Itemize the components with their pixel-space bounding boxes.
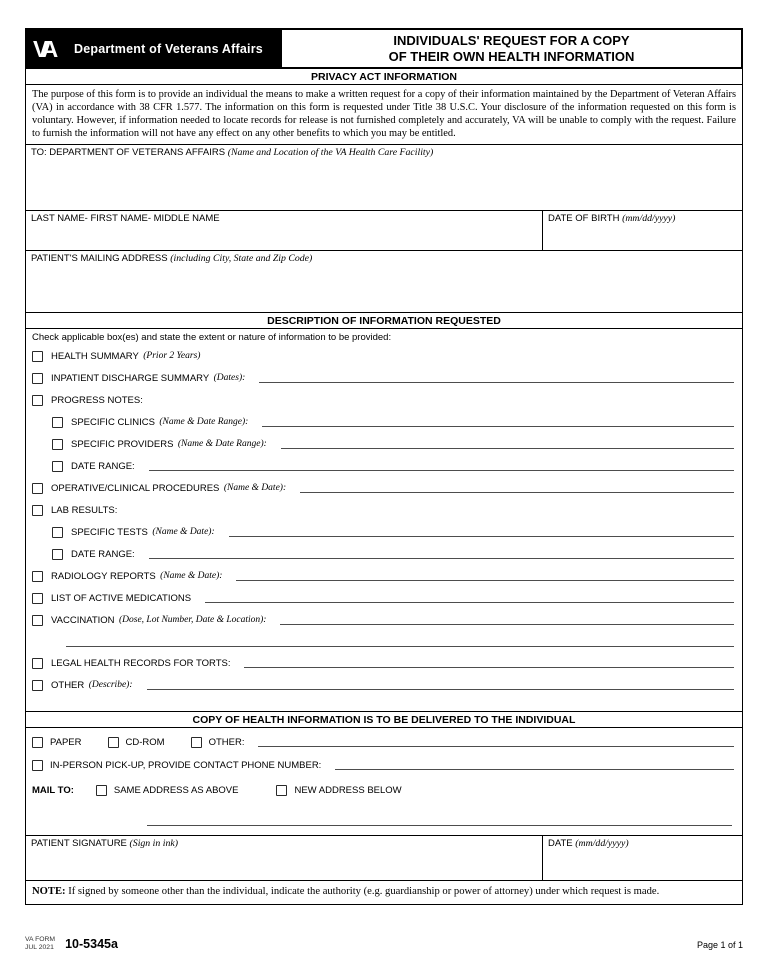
paper-label: PAPER bbox=[50, 737, 82, 748]
checkbox-legal-health-records-torts[interactable] bbox=[32, 658, 43, 669]
item-hint: (Name & Date): bbox=[160, 571, 223, 581]
form-10-5345a bbox=[25, 28, 743, 905]
cdrom-option bbox=[108, 737, 165, 748]
checklist-row bbox=[32, 587, 736, 609]
progress-date-range-line[interactable] bbox=[149, 458, 734, 471]
new-address-option bbox=[276, 785, 401, 796]
checkbox-specific-clinics[interactable] bbox=[52, 417, 63, 428]
checklist-row bbox=[32, 565, 736, 587]
other-continuation-row bbox=[32, 696, 736, 710]
item-hint: (Name & Date): bbox=[223, 483, 287, 493]
va-logo-icon bbox=[33, 37, 67, 61]
signature-date-field[interactable] bbox=[542, 836, 742, 880]
mailing-address-field[interactable] bbox=[26, 251, 742, 313]
item-label: INPATIENT DISCHARGE SUMMARY bbox=[51, 372, 210, 384]
patient-signature-label: PATIENT SIGNATURE bbox=[31, 838, 127, 849]
checkbox-paper[interactable] bbox=[32, 737, 43, 748]
item-label: RADIOLOGY REPORTS bbox=[51, 570, 156, 582]
form-title bbox=[281, 29, 742, 68]
item-label: PROGRESS NOTES: bbox=[51, 394, 143, 406]
item-hint: (Name & Date Range): bbox=[159, 417, 249, 427]
patient-name-field[interactable] bbox=[26, 211, 542, 250]
item-hint: (Dose, Lot Number, Date & Location): bbox=[118, 615, 267, 625]
item-label: LIST OF ACTIVE MEDICATIONS bbox=[51, 592, 192, 604]
item-hint: (Name & Date Range): bbox=[177, 439, 267, 449]
checkbox-specific-providers[interactable] bbox=[52, 439, 63, 450]
date-of-birth-field[interactable] bbox=[542, 211, 742, 250]
other-format-line[interactable] bbox=[258, 734, 734, 747]
vaccination-line[interactable] bbox=[280, 612, 734, 625]
checkbox-operative-clinical-procedures[interactable] bbox=[32, 483, 43, 494]
name-dob-row bbox=[26, 211, 742, 251]
to-facility-hint: (Name and Location of the VA Health Care Facility) bbox=[227, 147, 434, 158]
item-label: SPECIFIC CLINICS bbox=[71, 416, 155, 428]
checkbox-active-medications[interactable] bbox=[32, 593, 43, 604]
checklist-instruction: Check applicable box(es) and state the extent or nature of information to be provided: bbox=[32, 332, 392, 343]
other-describe-line[interactable] bbox=[147, 677, 735, 690]
vaccination-continuation-line[interactable] bbox=[66, 634, 734, 647]
item-label: LEGAL HEALTH RECORDS FOR TORTS: bbox=[51, 657, 231, 669]
in-person-label: IN-PERSON PICK-UP, PROVIDE CONTACT PHONE NUMBER: bbox=[50, 760, 322, 771]
patient-signature-hint: (Sign in ink) bbox=[129, 838, 178, 849]
item-label: HEALTH SUMMARY bbox=[51, 350, 139, 362]
checkbox-same-address[interactable] bbox=[96, 785, 107, 796]
authority-note bbox=[26, 881, 742, 904]
item-label: SPECIFIC TESTS bbox=[71, 526, 148, 538]
form-title-line2: OF THEIR OWN HEALTH INFORMATION bbox=[388, 48, 635, 64]
checkbox-other-format[interactable] bbox=[191, 737, 202, 748]
checkbox-inpatient-discharge-summary[interactable] bbox=[32, 373, 43, 384]
checkbox-radiology-reports[interactable] bbox=[32, 571, 43, 582]
radiology-reports-line[interactable] bbox=[236, 568, 734, 581]
item-hint: (Name & Date): bbox=[152, 527, 215, 537]
information-checklist bbox=[26, 344, 742, 712]
form-number: 10-5345a bbox=[65, 937, 118, 951]
legal-health-records-line[interactable] bbox=[244, 655, 734, 668]
checklist-row bbox=[32, 477, 736, 499]
note-label: NOTE: bbox=[32, 886, 66, 897]
vaccination-continuation-row bbox=[32, 631, 736, 645]
delivery-format-row bbox=[32, 731, 736, 754]
item-label: DATE RANGE: bbox=[71, 460, 135, 472]
item-label: LAB RESULTS: bbox=[51, 504, 118, 516]
checklist-row bbox=[32, 389, 736, 411]
to-facility-label: TO: DEPARTMENT OF VETERANS AFFAIRS bbox=[31, 147, 226, 158]
new-address-line[interactable] bbox=[147, 825, 732, 826]
checklist-row bbox=[32, 521, 736, 543]
date-of-birth-hint: (mm/dd/yyyy) bbox=[622, 213, 676, 224]
privacy-act-heading: PRIVACY ACT INFORMATION bbox=[26, 69, 742, 85]
checkbox-cd-rom[interactable] bbox=[108, 737, 119, 748]
checkbox-lab-date-range[interactable] bbox=[52, 549, 63, 560]
checklist-row bbox=[32, 433, 736, 455]
active-medications-line[interactable] bbox=[205, 590, 734, 603]
mail-to-row bbox=[32, 780, 736, 801]
checkbox-progress-date-range[interactable] bbox=[52, 461, 63, 472]
checklist-row bbox=[32, 499, 736, 521]
inpatient-discharge-dates-line[interactable] bbox=[259, 370, 734, 383]
page-number: Page 1 of 1 bbox=[696, 940, 743, 950]
other-format-label: OTHER: bbox=[208, 737, 245, 748]
checklist-row bbox=[32, 543, 736, 565]
form-id-block bbox=[25, 936, 55, 952]
item-label: OPERATIVE/CLINICAL PROCEDURES bbox=[51, 482, 220, 494]
in-person-row bbox=[32, 754, 736, 777]
lab-date-range-line[interactable] bbox=[149, 546, 734, 559]
operative-procedures-line[interactable] bbox=[300, 480, 734, 493]
to-facility-field[interactable] bbox=[26, 145, 742, 211]
specific-tests-line[interactable] bbox=[229, 524, 734, 537]
mail-to-label: MAIL TO: bbox=[32, 785, 74, 796]
same-address-option bbox=[96, 785, 239, 796]
item-label: SPECIFIC PROVIDERS bbox=[71, 438, 174, 450]
mailing-address-hint: (including City, State and Zip Code) bbox=[170, 253, 313, 264]
checkbox-lab-results[interactable] bbox=[32, 505, 43, 516]
form-footer bbox=[25, 936, 743, 952]
agency-name: Department of Veterans Affairs bbox=[74, 41, 263, 56]
checklist-row bbox=[32, 674, 736, 696]
delivery-options bbox=[26, 728, 742, 836]
same-address-label: SAME ADDRESS AS ABOVE bbox=[113, 785, 239, 796]
checkbox-specific-tests[interactable] bbox=[52, 527, 63, 538]
other-format-option bbox=[191, 737, 245, 748]
item-label: VACCINATION bbox=[51, 614, 115, 626]
patient-name-label: LAST NAME- FIRST NAME- MIDDLE NAME bbox=[31, 213, 220, 224]
privacy-act-text: The purpose of this form is to provide an individual the means to make a written request for a copy of their information maintained by the Department of Veteran Affairs (VA) in accordance with 38 CFR 1.577. The information on this form is requested under Title 38 U.S.C. Your disclosure of the information requested on this form is voluntary. However, if information needed to locate records for release is not furnished completely and accurately, VA will be unable to comply with the request. Failure to furnish the information will not have any effect on any other benefits to which you may be entitled. bbox=[26, 85, 742, 145]
form-header bbox=[26, 29, 742, 69]
va-form-label: VA FORM bbox=[25, 936, 56, 943]
va-logo-box bbox=[26, 29, 281, 68]
item-hint: (Describe): bbox=[88, 680, 133, 690]
signature-row bbox=[26, 836, 742, 881]
delivery-section-heading: COPY OF HEALTH INFORMATION IS TO BE DELIVERED TO THE INDIVIDUAL bbox=[26, 711, 742, 728]
item-label: DATE RANGE: bbox=[71, 548, 135, 560]
contact-phone-line[interactable] bbox=[335, 757, 734, 770]
checkbox-in-person-pickup[interactable] bbox=[32, 760, 43, 771]
checkbox-other[interactable] bbox=[32, 680, 43, 691]
form-title-line1: INDIVIDUALS' REQUEST FOR A COPY bbox=[393, 32, 630, 48]
signature-date-label: DATE bbox=[548, 838, 573, 849]
checkbox-vaccination[interactable] bbox=[32, 615, 43, 626]
mailing-address-label: PATIENT'S MAILING ADDRESS bbox=[31, 253, 168, 264]
svg-text:VA: VA bbox=[33, 36, 54, 61]
item-label: OTHER bbox=[51, 679, 85, 691]
checkbox-progress-notes[interactable] bbox=[32, 395, 43, 406]
patient-signature-field[interactable] bbox=[26, 836, 542, 880]
checkbox-new-address[interactable] bbox=[276, 785, 287, 796]
specific-providers-line[interactable] bbox=[281, 436, 734, 449]
cdrom-label: CD-ROM bbox=[125, 737, 165, 748]
checkbox-health-summary[interactable] bbox=[32, 351, 43, 362]
date-of-birth-label: DATE OF BIRTH bbox=[548, 213, 620, 224]
signature-date-hint: (mm/dd/yyyy) bbox=[575, 838, 629, 849]
form-date: JUL 2021 bbox=[25, 944, 54, 951]
note-text: If signed by someone other than the individual, indicate the authority (e.g. guardianship or power of attorney) under which request is made. bbox=[65, 886, 660, 897]
checklist-row bbox=[32, 609, 736, 631]
checklist-row bbox=[32, 345, 736, 367]
item-hint: (Dates): bbox=[213, 373, 246, 383]
new-address-label: NEW ADDRESS BELOW bbox=[294, 785, 402, 796]
specific-clinics-line[interactable] bbox=[262, 414, 734, 427]
checklist-row bbox=[32, 411, 736, 433]
checklist-row bbox=[32, 652, 736, 674]
checklist-row bbox=[32, 367, 736, 389]
paper-option bbox=[32, 737, 82, 748]
item-hint: (Prior 2 Years) bbox=[143, 351, 201, 361]
description-section-heading: DESCRIPTION OF INFORMATION REQUESTED bbox=[26, 313, 742, 329]
checklist-row bbox=[32, 455, 736, 477]
